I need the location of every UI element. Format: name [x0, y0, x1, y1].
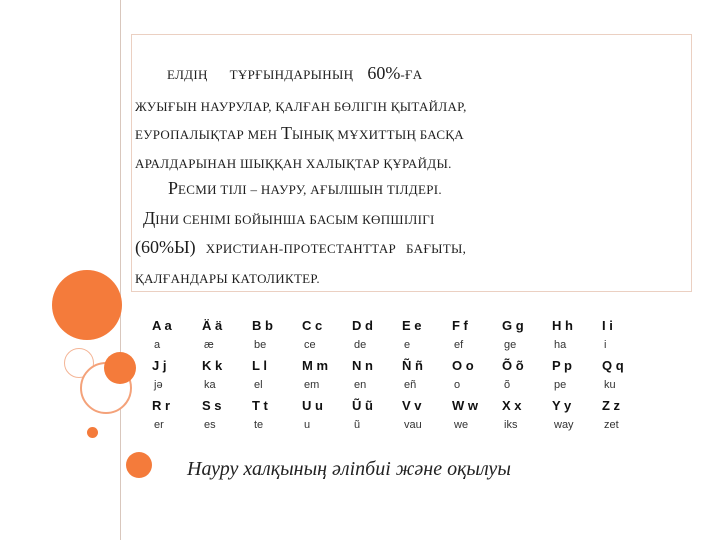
word: Р	[168, 178, 179, 198]
alphabet-letter: U u	[302, 398, 323, 413]
paragraph-line-6	[143, 208, 435, 229]
alphabet-letter: N n	[352, 358, 373, 373]
word: -ҒА	[400, 67, 423, 82]
alphabet-letter: X x	[502, 398, 522, 413]
paragraph-line-4: АРАЛДАРЫНАН ШЫҚҚАН ХАЛЫҚТАР ҚҰРАЙДЫ.	[135, 156, 452, 171]
alphabet-pronunciation: en	[354, 379, 367, 391]
paragraph-line-2: ЖУЫҒЫН НАУРУЛАР, ҚАЛҒАН БӨЛІГІН ҚЫТАЙЛАР,	[135, 99, 467, 114]
alphabet-pronunciation: æ	[204, 339, 214, 351]
alphabet-letter: Z z	[602, 398, 621, 413]
alphabet-letter: Y y	[552, 398, 572, 413]
paragraph-line-7	[135, 237, 466, 258]
alphabet-pronunciation: õ	[504, 379, 511, 391]
alphabet-pronunciation: iks	[504, 419, 518, 431]
word: (60%Ы)	[135, 237, 196, 257]
alphabet-pronunciation: ũ	[354, 419, 361, 431]
alphabet-pronunciation: ku	[604, 379, 616, 391]
alphabet-pronunciation: o	[454, 379, 461, 391]
alphabet-letter: H h	[552, 318, 573, 333]
alphabet-letter: K k	[202, 358, 223, 373]
alphabet-pronunciation: er	[154, 419, 164, 431]
alphabet-pronunciation: u	[304, 419, 311, 431]
alphabet-sound-row	[152, 379, 652, 399]
decor-dot	[87, 427, 98, 438]
decor-circle-small	[126, 452, 152, 478]
alphabet-pronunciation: e	[404, 339, 411, 351]
alphabet-letter: V v	[402, 398, 422, 413]
alphabet-pronunciation: el	[254, 379, 263, 391]
vertical-rule	[120, 0, 121, 540]
alphabet-letter: I i	[602, 318, 613, 333]
alphabet-pronunciation: pe	[554, 379, 567, 391]
word: Д	[143, 208, 156, 228]
alphabet-pronunciation: te	[254, 419, 264, 431]
alphabet-sound-row	[152, 339, 652, 359]
caption: Науру халқының әліпбиі және оқылуы	[187, 458, 511, 480]
paragraph-line-1	[167, 63, 422, 84]
alphabet-pronunciation: ce	[304, 339, 316, 351]
paragraph-line-5	[168, 178, 442, 199]
percent: 60%	[367, 63, 401, 83]
alphabet-pronunciation: jə	[154, 379, 163, 391]
alphabet-pronunciation: ef	[454, 339, 464, 351]
alphabet-letter: Ũ ũ	[352, 398, 373, 413]
alphabet-letter: E e	[402, 318, 422, 333]
alphabet-letter: Ä ä	[202, 318, 223, 333]
alphabet-letter: A a	[152, 318, 172, 333]
alphabet-pronunciation: eñ	[404, 379, 417, 391]
word: ЫНЫҚ МҰХИТТЫҢ БАСҚА	[291, 127, 464, 142]
word: ХРИСТИАН-ПРОТЕСТАНТТАР	[205, 241, 397, 256]
alphabet-pronunciation: we	[454, 419, 469, 431]
alphabet-pronunciation: i	[604, 339, 607, 351]
alphabet-letter: O o	[452, 358, 474, 373]
alphabet-letter: J j	[152, 358, 167, 373]
alphabet-letter: C c	[302, 318, 323, 333]
alphabet-letter-row	[152, 398, 652, 418]
alphabet-letter: Ñ ñ	[402, 358, 423, 373]
alphabet-pronunciation: way	[554, 419, 574, 431]
alphabet-letter: M m	[302, 358, 328, 373]
alphabet-pronunciation: be	[254, 339, 267, 351]
alphabet-pronunciation: de	[354, 339, 367, 351]
alphabet-letter: Q q	[602, 358, 624, 373]
alphabet-pronunciation: em	[304, 379, 320, 391]
paragraph-line-3	[135, 123, 464, 144]
decor-circle-large	[52, 270, 122, 340]
word: Т	[280, 123, 292, 143]
alphabet-sound-row	[152, 419, 652, 439]
alphabet-letter: T t	[252, 398, 268, 413]
alphabet-letter: F f	[452, 318, 468, 333]
alphabet-pronunciation: ha	[554, 339, 567, 351]
word: ТҰРҒЫНДАРЫНЫҢ	[229, 67, 354, 82]
alphabet-pronunciation: ka	[204, 379, 216, 391]
alphabet-pronunciation: vau	[404, 419, 422, 431]
alphabet-pronunciation: zet	[604, 419, 619, 431]
alphabet-letter: G g	[502, 318, 524, 333]
alphabet-letter: R r	[152, 398, 171, 413]
paragraph-line-8: ҚАЛҒАНДАРЫ КАТОЛИКТЕР.	[135, 271, 320, 286]
word: ІНИ СЕНІМІ БОЙЫНША БАСЫМ КӨПШІЛІГІ	[155, 212, 435, 227]
alphabet-letter: D d	[352, 318, 373, 333]
alphabet-pronunciation: ge	[504, 339, 517, 351]
word: ЕСМИ ТІЛІ – НАУРУ, АҒЫЛШЫН ТІЛДЕРІ.	[178, 182, 442, 197]
alphabet-letter-row	[152, 318, 652, 338]
word: ЕЛДІҢ	[167, 67, 208, 82]
word: БАҒЫТЫ,	[406, 241, 467, 256]
decor-circle-medium	[104, 352, 136, 384]
alphabet-letter: Õ õ	[502, 358, 524, 373]
alphabet-letter: L l	[252, 358, 267, 373]
alphabet-letter: W w	[452, 398, 478, 413]
alphabet-letter-row	[152, 358, 652, 378]
alphabet-pronunciation: es	[204, 419, 216, 431]
word: ЕУРОПАЛЫҚТАР МЕН	[135, 127, 281, 142]
alphabet-pronunciation: a	[154, 339, 161, 351]
alphabet-letter: S s	[202, 398, 222, 413]
alphabet-letter: P p	[552, 358, 572, 373]
alphabet-letter: B b	[252, 318, 273, 333]
